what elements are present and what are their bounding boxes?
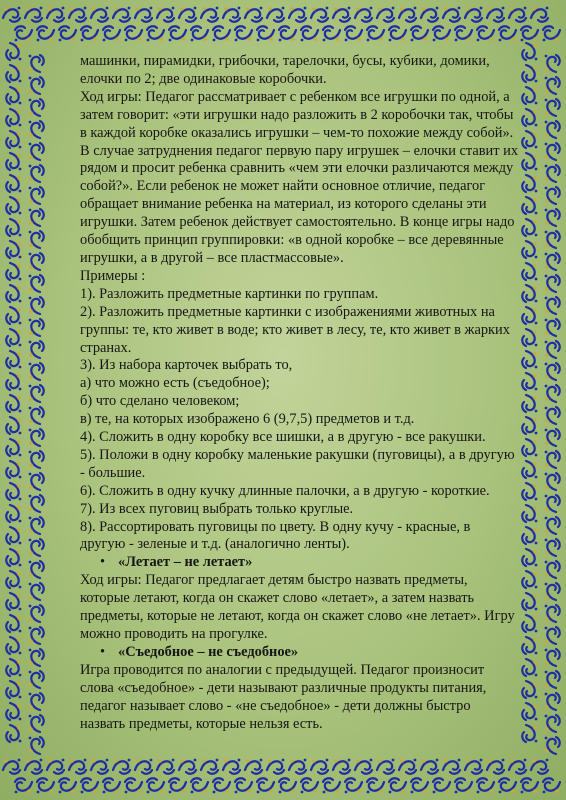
border-ornament — [455, 778, 472, 793]
border-ornament — [545, 473, 560, 490]
border-ornament — [522, 615, 537, 632]
border-ornament — [29, 143, 44, 160]
border-ornament — [499, 778, 516, 793]
border-ornament — [29, 55, 44, 72]
border-ornament — [522, 593, 537, 610]
border-ornament — [545, 275, 560, 292]
border-ornament — [545, 143, 560, 160]
border-ornament — [213, 26, 230, 41]
border-ornament — [29, 341, 44, 358]
border-ornament — [522, 43, 537, 60]
border-ornament — [545, 341, 560, 358]
border-ornament — [477, 778, 494, 793]
border-ornament — [6, 175, 21, 192]
border-ornament — [545, 407, 560, 424]
border-ornament — [6, 219, 21, 236]
border-ornament — [509, 7, 526, 22]
border-ornament — [91, 7, 108, 22]
border-ornament — [522, 571, 537, 588]
border-ornament — [399, 759, 416, 774]
game-title-bullet: • «Съедобное – не съедобное» — [80, 644, 518, 662]
border-ornament — [29, 473, 44, 490]
border-ornament — [521, 778, 538, 793]
border-ornament — [6, 153, 21, 170]
border-ornament — [29, 253, 44, 270]
border-ornament — [29, 451, 44, 468]
border-ornament — [545, 605, 560, 622]
border-ornament — [545, 77, 560, 94]
border-ornament — [522, 681, 537, 698]
example-item: 1). Разложить предметные картинки по группам. — [80, 285, 379, 302]
border-ornament — [6, 329, 21, 346]
border-ornament — [455, 26, 472, 41]
border-ornament — [522, 659, 537, 676]
border-ornament — [323, 778, 340, 793]
border-ornament — [545, 121, 560, 138]
border-ornament — [29, 99, 44, 116]
border-ornament — [333, 7, 350, 22]
border-ornament — [522, 417, 537, 434]
border-ornament — [6, 285, 21, 302]
border-ornament — [522, 87, 537, 104]
example-item: 3). Из набора карточек выбрать то, — [80, 357, 293, 374]
border-ornament — [545, 231, 560, 248]
border-ornament — [29, 583, 44, 600]
border-ornament — [6, 593, 21, 610]
border-ornament — [545, 319, 560, 336]
border-ornament — [69, 759, 86, 774]
border-ornament — [29, 561, 44, 578]
border-ornament — [6, 681, 21, 698]
border-ornament — [6, 131, 21, 148]
border-ornament — [29, 715, 44, 732]
border-ornament — [545, 209, 560, 226]
border-ornament — [279, 26, 296, 41]
examples-heading: Примеры : — [80, 267, 146, 284]
border-ornament — [377, 759, 394, 774]
document-body — [80, 53, 518, 733]
border-ornament — [29, 429, 44, 446]
border-ornament — [91, 759, 108, 774]
border-ornament — [37, 778, 54, 793]
example-item: 5). Положи в одну коробку маленькие ракушки (пуговицы), а в другую - большие. — [80, 446, 515, 481]
game-description: Ход игры: Педагог предлагает детям быстро назвать предметы, которые летают, когда он скажет слово «летает», а затем назвать предметы, которые не летают, когда он скажет слово «не летает». Игру можно проводить на прогулке. — [80, 572, 515, 642]
border-ornament — [522, 439, 537, 456]
border-ornament — [81, 26, 98, 41]
border-ornament — [323, 26, 340, 41]
border-ornament — [201, 759, 218, 774]
border-ornament — [6, 197, 21, 214]
border-ornament — [522, 329, 537, 346]
border-ornament — [522, 175, 537, 192]
border-ornament — [545, 561, 560, 578]
border-ornament — [25, 759, 42, 774]
border-ornament — [399, 7, 416, 22]
border-ornament — [29, 627, 44, 644]
border-ornament — [522, 527, 537, 544]
border-ornament — [147, 778, 164, 793]
border-ornament — [433, 778, 450, 793]
game-procedure-paragraph: Ход игры: Педагог рассматривает с ребенком все игрушки по одной, а затем говорит: «эти игрушки надо разложить в 2 коробочки так, чтобы в каждой коробке оказались игрушки – чем-то похожие между собой». В случае затруднения педагог первую пару игрушек – елочки ставит их рядом и просит ребенка сравнить «чем эти елочки различаются между собой?». Если ребенок не может найти основное отличие, педагог обращает внимание ребенка на материал, из которого сделаны эти игрушки. Затем ребенок действует самостоятельно. В конце игры надо обобщить принцип группировки: «в одной коробке – все деревянные игрушки, а в другой – все пластмассовые». — [80, 88, 519, 266]
border-ornament — [545, 187, 560, 204]
border-ornament — [545, 737, 560, 754]
border-ornament — [289, 7, 306, 22]
border-ornament — [113, 7, 130, 22]
border-ornament — [235, 778, 252, 793]
border-ornament — [29, 693, 44, 710]
border-ornament — [411, 778, 428, 793]
border-ornament — [37, 26, 54, 41]
border-ornament — [522, 461, 537, 478]
border-ornament — [522, 241, 537, 258]
border-ornament — [522, 395, 537, 412]
border-ornament — [545, 55, 560, 72]
border-ornament — [267, 7, 284, 22]
border-ornament — [443, 7, 460, 22]
border-ornament — [545, 671, 560, 688]
materials-paragraph: машинки, пирамидки, грибочки, тарелочки, бусы, кубики, домики, елочки по 2; две одинаковые коробочки. — [80, 53, 490, 87]
border-ornament — [545, 385, 560, 402]
border-ornament — [29, 165, 44, 182]
border-ornament — [179, 7, 196, 22]
border-ornament — [6, 703, 21, 720]
border-ornament — [6, 417, 21, 434]
border-ornament — [522, 131, 537, 148]
border-ornament — [531, 7, 548, 22]
border-ornament — [267, 759, 284, 774]
border-ornament — [3, 7, 20, 22]
border-ornament — [509, 759, 526, 774]
border-ornament — [213, 778, 230, 793]
border-ornament — [6, 615, 21, 632]
border-ornament — [279, 778, 296, 793]
border-ornament — [545, 363, 560, 380]
border-ornament — [6, 43, 21, 60]
border-ornament — [29, 209, 44, 226]
border-ornament — [6, 65, 21, 82]
border-ornament — [545, 627, 560, 644]
border-ornament — [29, 121, 44, 138]
border-ornament — [477, 26, 494, 41]
border-ornament — [29, 407, 44, 424]
border-ornament — [125, 778, 142, 793]
border-ornament — [125, 26, 142, 41]
border-ornament — [301, 26, 318, 41]
border-ornament — [191, 26, 208, 41]
border-ornament — [157, 7, 174, 22]
border-ornament — [543, 778, 560, 793]
border-ornament — [103, 778, 120, 793]
border-ornament — [545, 583, 560, 600]
border-ornament — [245, 759, 262, 774]
border-ornament — [545, 165, 560, 182]
example-subitem: в) те, на которых изображено 6 (9,7,5) предметов и т.д. — [80, 411, 415, 428]
border-ornament — [223, 7, 240, 22]
border-ornament — [311, 7, 328, 22]
border-ornament — [6, 461, 21, 478]
border-ornament — [522, 65, 537, 82]
border-ornament — [6, 263, 21, 280]
border-ornament — [443, 759, 460, 774]
border-ornament — [545, 253, 560, 270]
border-ornament — [545, 297, 560, 314]
example-subitem: б) что сделано человеком; — [80, 393, 240, 410]
border-ornament — [235, 26, 252, 41]
border-ornament — [301, 778, 318, 793]
border-ornament — [345, 26, 362, 41]
border-ornament — [487, 759, 504, 774]
border-ornament — [545, 649, 560, 666]
border-ornament — [377, 7, 394, 22]
example-item: 2). Разложить предметные картинки с изображениями животных на группы: те, кто живет в воде; кто живет в лесу, те, кто живет в жарких странах. — [80, 303, 510, 356]
example-subitem: а) что можно есть (съедобное); — [80, 375, 270, 392]
game-title-bullet: • «Летает – не летает» — [80, 554, 518, 572]
border-ornament — [69, 7, 86, 22]
border-ornament — [465, 759, 482, 774]
border-ornament — [6, 439, 21, 456]
example-item: 6). Сложить в одну кучку длинные палочки, а в другую - короткие. — [80, 482, 490, 499]
border-ornament — [522, 703, 537, 720]
border-ornament — [6, 637, 21, 654]
border-ornament — [522, 153, 537, 170]
border-ornament — [257, 778, 274, 793]
border-ornament — [499, 26, 516, 41]
border-ornament — [411, 26, 428, 41]
border-ornament — [545, 495, 560, 512]
border-ornament — [29, 187, 44, 204]
border-ornament — [465, 7, 482, 22]
border-ornament — [179, 759, 196, 774]
border-ornament — [47, 7, 64, 22]
border-ornament — [367, 778, 384, 793]
border-ornament — [29, 231, 44, 248]
border-ornament — [169, 26, 186, 41]
border-ornament — [545, 693, 560, 710]
border-ornament — [29, 649, 44, 666]
border-ornament — [522, 637, 537, 654]
border-ornament — [522, 505, 537, 522]
border-ornament — [29, 671, 44, 688]
border-ornament — [345, 778, 362, 793]
border-ornament — [522, 307, 537, 324]
border-ornament — [522, 197, 537, 214]
border-ornament — [355, 7, 372, 22]
border-ornament — [201, 7, 218, 22]
border-ornament — [545, 517, 560, 534]
border-ornament — [545, 99, 560, 116]
border-ornament — [3, 759, 20, 774]
border-ornament — [355, 759, 372, 774]
border-ornament — [522, 351, 537, 368]
border-ornament — [6, 351, 21, 368]
border-ornament — [25, 7, 42, 22]
border-ornament — [6, 725, 21, 742]
border-ornament — [522, 109, 537, 126]
game-description: Игра проводится по аналогии с предыдущей. Педагог произносит слова «съедобное» - дети называют различные продукты питания, педагог называет слово - «не съедобное» - дети должны быстро назвать предметы, которые нельзя есть. — [80, 661, 487, 732]
border-ornament — [6, 87, 21, 104]
border-ornament — [29, 605, 44, 622]
border-ornament — [6, 527, 21, 544]
border-ornament — [6, 395, 21, 412]
border-ornament — [311, 759, 328, 774]
border-ornament — [135, 7, 152, 22]
border-ornament — [522, 549, 537, 566]
border-ornament — [29, 539, 44, 556]
border-ornament — [147, 26, 164, 41]
border-ornament — [6, 549, 21, 566]
border-ornament — [545, 715, 560, 732]
border-ornament — [113, 759, 130, 774]
border-ornament — [421, 759, 438, 774]
border-ornament — [6, 307, 21, 324]
border-ornament — [223, 759, 240, 774]
border-ornament — [29, 385, 44, 402]
border-ornament — [522, 373, 537, 390]
border-ornament — [29, 275, 44, 292]
border-ornament — [521, 26, 538, 41]
border-ornament — [257, 26, 274, 41]
border-ornament — [6, 659, 21, 676]
border-ornament — [545, 429, 560, 446]
border-ornament — [6, 483, 21, 500]
border-ornament — [367, 26, 384, 41]
border-ornament — [433, 26, 450, 41]
border-ornament — [543, 26, 560, 41]
border-ornament — [15, 26, 32, 41]
border-ornament — [29, 77, 44, 94]
border-ornament — [29, 737, 44, 754]
border-ornament — [6, 109, 21, 126]
border-ornament — [81, 778, 98, 793]
border-ornament — [421, 7, 438, 22]
border-ornament — [59, 778, 76, 793]
border-ornament — [545, 539, 560, 556]
border-ornament — [6, 571, 21, 588]
border-ornament — [103, 26, 120, 41]
border-ornament — [522, 285, 537, 302]
border-ornament — [522, 219, 537, 236]
example-item: 8). Рассортировать пуговицы по цвету. В одну кучу - красные, в другую - зеленые и т.д. (аналогично ленты). — [80, 518, 471, 553]
example-item: 4). Сложить в одну коробку все шишки, а в другую - все ракушки. — [80, 429, 486, 446]
border-ornament — [531, 759, 548, 774]
border-ornament — [47, 759, 64, 774]
border-ornament — [389, 26, 406, 41]
border-ornament — [59, 26, 76, 41]
border-ornament — [15, 778, 32, 793]
border-ornament — [522, 483, 537, 500]
border-ornament — [157, 759, 174, 774]
border-ornament — [29, 363, 44, 380]
example-item: 7). Из всех пуговиц выбрать только круглые. — [80, 500, 354, 517]
border-ornament — [29, 517, 44, 534]
border-ornament — [29, 495, 44, 512]
border-ornament — [333, 759, 350, 774]
border-ornament — [6, 505, 21, 522]
border-ornament — [6, 373, 21, 390]
border-ornament — [522, 263, 537, 280]
border-ornament — [487, 7, 504, 22]
border-ornament — [29, 297, 44, 314]
border-ornament — [29, 319, 44, 336]
border-ornament — [245, 7, 262, 22]
border-ornament — [289, 759, 306, 774]
border-ornament — [389, 778, 406, 793]
border-ornament — [135, 759, 152, 774]
border-ornament — [169, 778, 186, 793]
border-ornament — [545, 451, 560, 468]
border-ornament — [6, 241, 21, 258]
border-ornament — [522, 725, 537, 742]
border-ornament — [191, 778, 208, 793]
